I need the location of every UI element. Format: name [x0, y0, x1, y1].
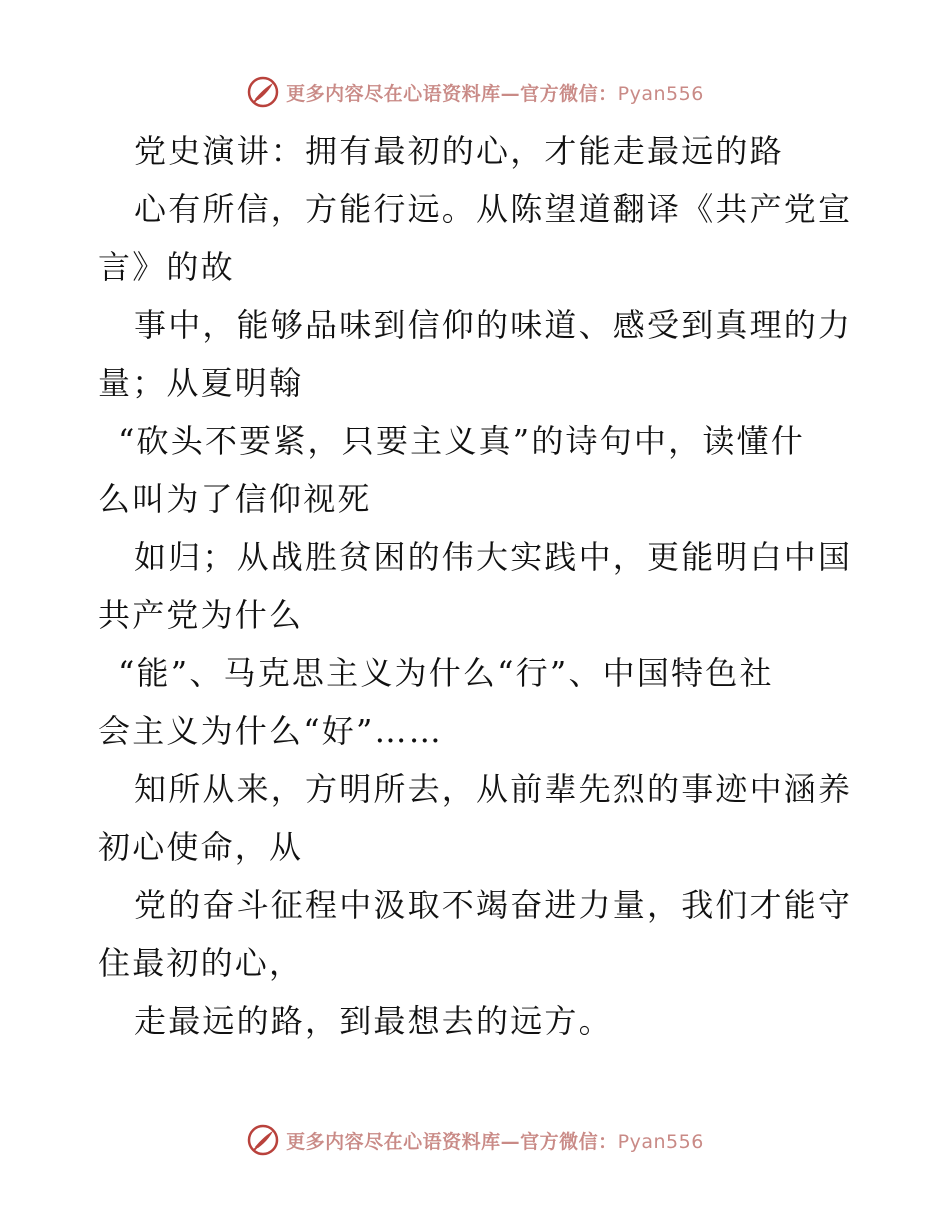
quill-logo-icon [246, 75, 280, 109]
quill-logo-icon [246, 1123, 280, 1157]
text-line: “能”、马克思主义为什么“行”、中国特色社 [118, 654, 774, 692]
banner-text-cn: 更多内容尽在心语资料库—官方微信： [286, 1130, 618, 1153]
text-line: 事中，能够品味到信仰的味道、感受到真理的力 [134, 306, 853, 344]
text-line: 如归；从战胜贫困的伟大实践中，更能明白中国 [134, 538, 853, 576]
banner-wechat-id: Pyan556 [617, 82, 704, 105]
text-line: 党的奋斗征程中汲取不竭奋进力量，我们才能守 [134, 886, 853, 924]
text-line: 会主义为什么“好”…… [98, 712, 443, 750]
text-line: 走最远的路，到最想去的远方。 [134, 1002, 613, 1040]
text-line: 么叫为了信仰视死 [98, 480, 372, 518]
document-body [98, 122, 858, 1050]
header-banner [0, 72, 950, 112]
text-line: 知所从来，方明所去，从前辈先烈的事迹中涵养 [134, 770, 853, 808]
text-line: “砍头不要紧，只要主义真”的诗句中，读懂什 [118, 422, 805, 460]
document-title: 党史演讲：拥有最初的心，才能走最远的路 [134, 132, 784, 170]
banner-text [286, 1127, 704, 1154]
banner-wechat-id: Pyan556 [617, 1130, 704, 1153]
text-line: 量；从夏明翰 [98, 364, 304, 402]
text-line: 初心使命，从 [98, 828, 304, 866]
footer-banner [0, 1120, 950, 1160]
text-line: 住最初的心， [98, 944, 304, 982]
banner-text [286, 79, 704, 106]
text-line: 共产党为什么 [98, 596, 304, 634]
banner-text-cn: 更多内容尽在心语资料库—官方微信： [286, 82, 618, 105]
text-line: 言》的故 [98, 248, 235, 286]
text-line: 心有所信，方能行远。从陈望道翻译《共产党宣 [134, 190, 853, 228]
